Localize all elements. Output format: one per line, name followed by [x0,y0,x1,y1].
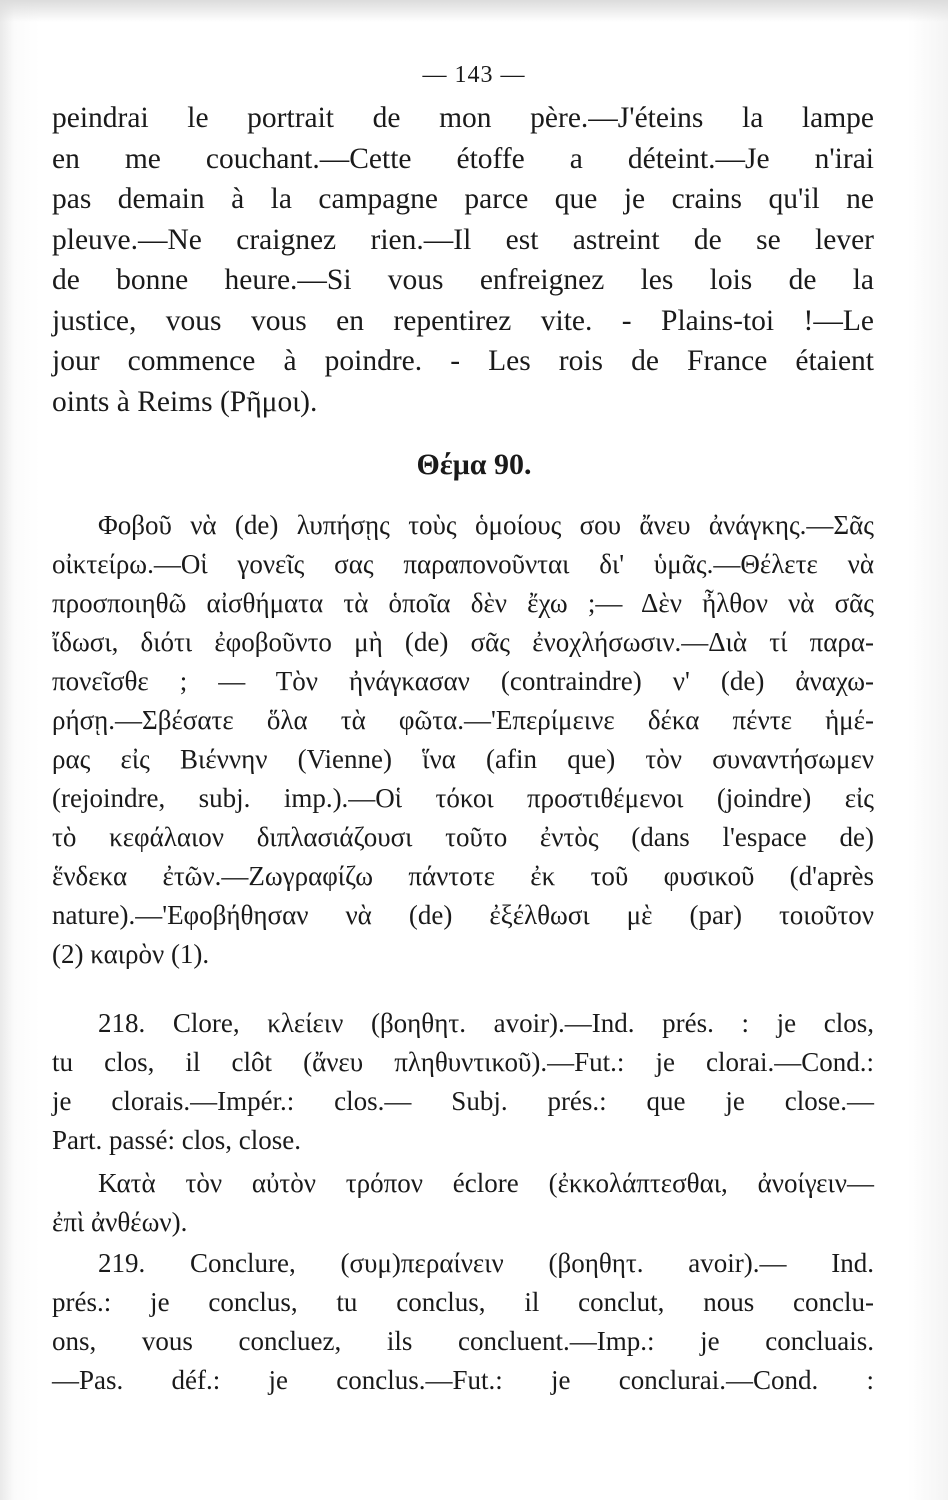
text-line: pleuve.—Ne craignez rien.—Il est astreint de se lever [52,223,874,256]
paragraph-french-sentences [52,98,874,422]
section-218-clore [52,1004,874,1160]
text-line: Κατὰ τὸν αὐτὸν τρόπον éclore (ἐκκολάπτεσθαι, ἀνοίγειν— [98,1168,874,1198]
text-line: —Pas. déf.: je conclus.—Fut.: je conclurai.—Cond. : [52,1365,874,1395]
text-line: (2) καιρὸν (1). [52,939,210,969]
text-line: πονεῖσθε ; — Τὸν ἠνάγκασαν (contraindre) ν' (de) ἀναχω- [52,666,874,696]
text-line: προσποιηθῶ αἰσθήματα τὰ ὁποῖα δὲν ἔχω ;— Δὲν ἦλθον νὰ σᾶς [52,588,874,618]
text-line: de bonne heure.—Si vous enfreignez les lois de la [52,264,874,296]
text-line: ρήσῃ.—Σβέσατε ὅλα τὰ φῶτα.—'Επερίμεινε δέκα πέντε ἡμέ- [52,705,874,735]
section-219-conclure [52,1244,874,1400]
text-line: ἴδωσι, διότι ἐφοβοῦντο μὴ (de) σᾶς ἐνοχλήσωσιν.—Διὰ τί παρα- [52,627,874,657]
text-line: 218. Clore, κλείειν (βοηθητ. avoir).—Ind. prés. : je clos, [98,1008,874,1038]
text-line: tu clos, il clôt (ἄνευ πληθυντικοῦ).—Fut.: je clorai.—Cond.: [52,1047,874,1077]
text-line: (rejoindre, subj. imp.).—Οἱ τόκοι προστιθέμενοι (joindre) εἰς [52,783,874,813]
text-line: peindrai le portrait de mon père.—J'éteins la lampe [52,102,874,134]
text-line: en me couchant.—Cette étoffe a déteint.—Je n'irai [52,142,874,175]
exercise-greek-text [52,506,874,974]
text-line: je clorais.—Impér.: clos.— Subj. prés.: que je close.— [52,1086,874,1116]
text-line: jour commence à poindre. - Les rois de France étaient [52,345,874,377]
page-number: — 143 — [422,62,526,88]
page-edge-shadow [0,0,948,22]
text-line: justice, vous vous en repentirez vite. - Plains-toi !—Le [52,304,874,337]
text-line: pas demain à la campagne parce que je crains qu'il ne [52,183,874,215]
text-line: Part. passé: clos, close. [52,1125,301,1155]
text-line: τὸ κεφάλαιον διπλασιάζουσι τοῦτο ἐντὸς (dans l'espace de) [52,822,874,852]
text-line: 219. Conclure, (συμ)περαίνειν (βοηθητ. avoir).— Ind. [98,1248,874,1278]
exercise-heading: Θέμα 90. [416,448,532,481]
eclore-note [52,1164,874,1242]
text-line: ἕνδεκα ἐτῶν.—Ζωγραφίζω πάντοτε ἐκ τοῦ φυσικοῦ (d'après [52,861,874,891]
text-line: oints à Reims (Ρῆμοι). [52,385,318,418]
text-line: ons, vous concluez, ils concluent.—Imp.: je concluais. [52,1326,874,1356]
text-line: nature).—'Εφοβήθησαν νὰ (de) ἐξέλθωσι μὲ (par) τοιοῦτον [52,900,874,930]
text-line: ρας εἰς Βιέννην (Vienne) ἵνα (afin que) τὸν συναντήσωμεν [52,744,874,774]
text-line: prés.: je conclus, tu conclus, il conclut, nous conclu- [52,1287,874,1317]
text-line: ἐπὶ ἀνθέων). [52,1207,188,1237]
text-line: Φοβοῦ νὰ (de) λυπήσῃς τοὺς ὁμοίους σου ἄνευ ἀνάγκης.—Σᾶς [98,510,874,540]
text-line: οἰκτείρω.—Οἱ γονεῖς σας παραπονοῦνται δι' ὑμᾶς.—Θέλετε νὰ [52,549,874,579]
